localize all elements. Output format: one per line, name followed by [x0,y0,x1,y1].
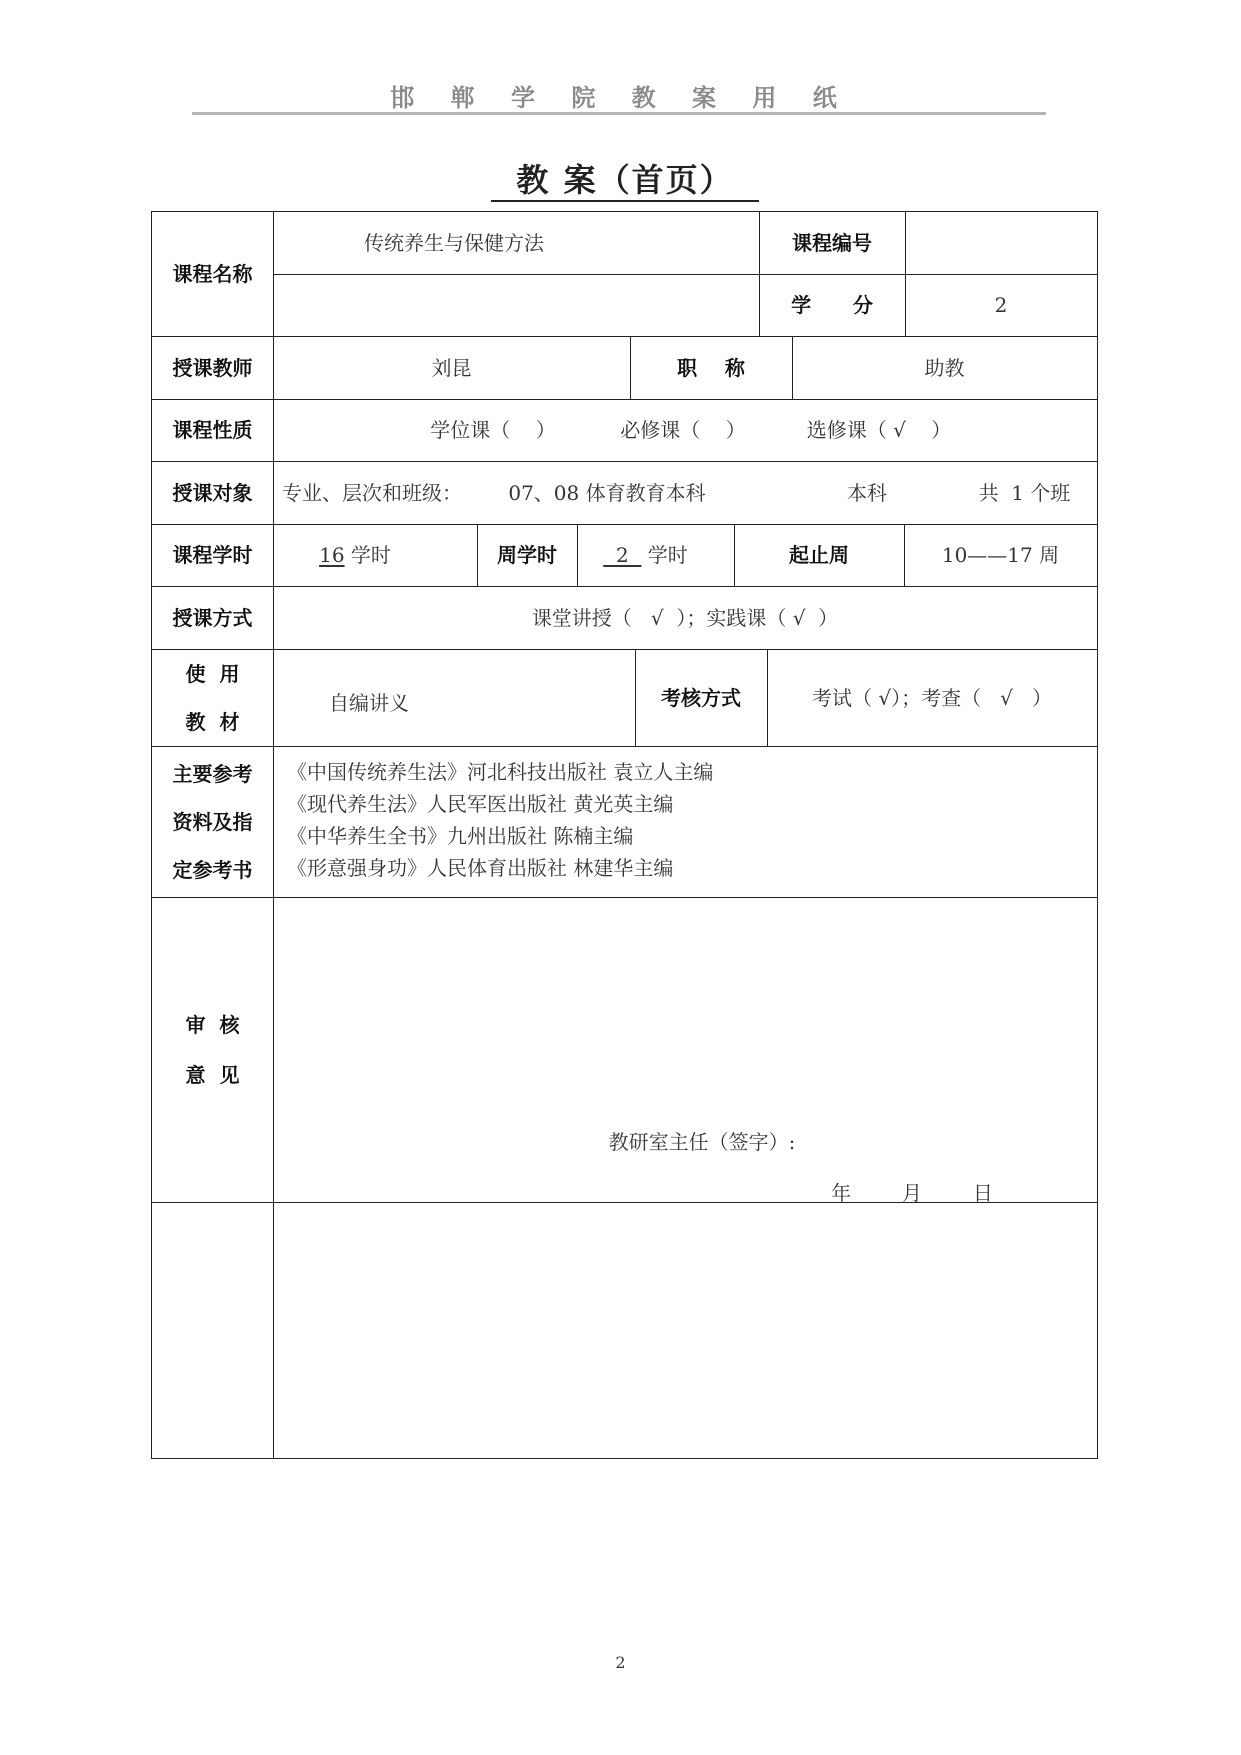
teacher-value: 刘昆 [431,355,472,380]
references-list [287,756,1087,891]
textbook-value: 自编讲义 [329,690,409,715]
course-code-value [905,212,1097,274]
assessment-value: 考试（ √）；考查（ √ ） [812,685,1052,710]
rank-label: 职 称 [677,355,745,380]
reference-item: 《中华养生全书》九州出版社 陈楠主编 [287,824,634,848]
start-end-week-label: 起止周 [789,543,849,567]
teacher-label: 授课教师 [172,355,253,380]
course-hours-value [273,524,477,586]
audience-label: 授课对象 [172,480,253,505]
credit-label: 学 分 [791,293,873,317]
review-signature: 教研室主任（签字）: [608,1130,796,1154]
rank-value: 助教 [924,355,965,380]
references-label-line-3: 定参考书 [172,857,253,882]
weekly-hours-label: 周学时 [497,543,557,567]
teaching-method-value: 课堂讲授（ √ ）；实践课（ √ ） [531,605,839,630]
page-title: 教 案（首页） [491,160,759,202]
textbook-label-line-2: 教 材 [185,709,240,734]
audience-level: 本科 [847,480,887,505]
audience-major: 07、08 体育教育本科 [508,480,706,505]
reference-item: 《形意强身功》人民体育出版社 林建华主编 [287,856,674,880]
review-label-line-2: 意 见 [185,1062,240,1087]
references-label-line-1: 主要参考 [172,761,253,786]
references-label [152,746,273,897]
course-hours-label: 课程学时 [172,543,253,567]
row-divider [273,274,754,275]
course-name-value: 传统养生与保健方法 [364,231,544,255]
start-end-week-value: 10——17 周 [941,543,1060,567]
header-rule [192,112,1046,115]
nature-degree-option: 学位课（ ） [430,418,556,442]
lesson-plan-table [151,211,1098,1459]
teaching-method-label: 授课方式 [172,605,253,630]
assessment-label: 考核方式 [661,685,741,710]
row-divider [152,746,1097,747]
credit-value: 2 [994,293,1008,317]
audience-prefix: 专业、层次和班级： [282,480,462,505]
course-hours-number: 16 [319,543,345,567]
course-name-label: 课程名称 [172,262,253,286]
textbook-label-line-1: 使 用 [185,661,240,686]
reference-item: 《中国传统养生法》河北科技出版社 袁立人主编 [287,760,714,784]
reference-item: 《现代养生法》人民军医出版社 黄光英主编 [287,792,674,816]
review-label-line-1: 审 核 [185,1012,240,1037]
page-number: 2 [615,1653,626,1672]
review-date: 年 月 日 [831,1181,993,1205]
references-label-line-2: 资料及指 [172,809,253,834]
row-divider [152,897,1097,898]
document-header: 邯 郸 学 院 教 案 用 纸 [390,84,851,112]
course-hours-unit: 学时 [350,543,391,567]
course-nature-label: 课程性质 [172,418,253,442]
textbook-label [152,649,273,746]
review-label [152,897,273,1202]
audience-class-count: 共 1 个班 [978,480,1071,505]
course-code-label: 课程编号 [792,231,872,255]
nature-required-option: 必修课（ ） [620,418,746,442]
weekly-hours-unit: 学时 [647,543,688,567]
weekly-hours-value [577,524,734,586]
nature-elective-option: 选修课（ √ ） [806,418,952,442]
weekly-hours-number: 2 [603,543,642,567]
